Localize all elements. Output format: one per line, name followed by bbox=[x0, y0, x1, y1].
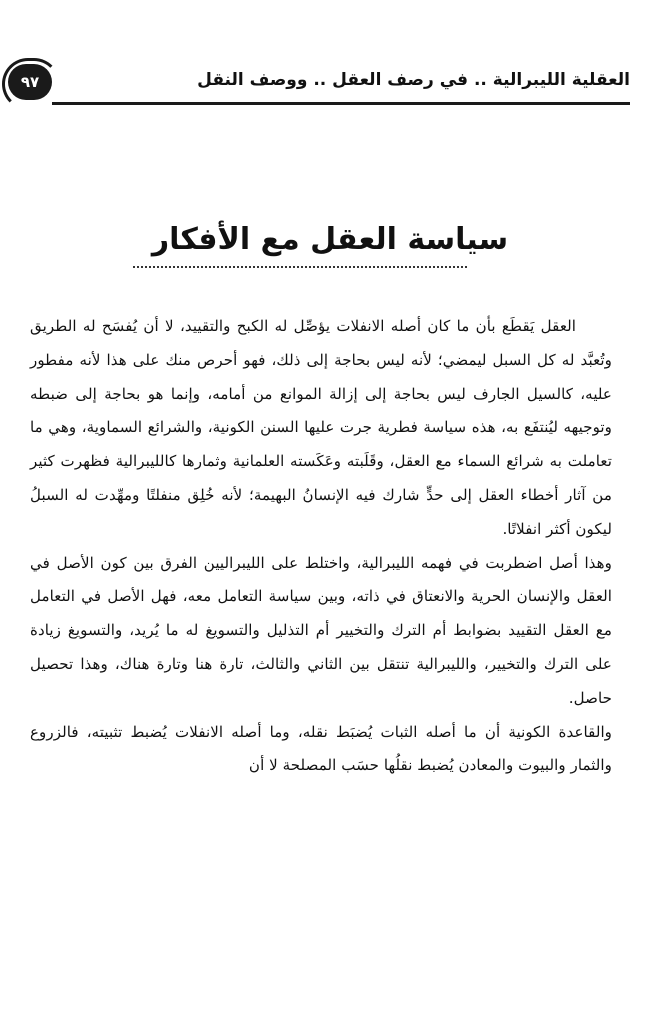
body-text bbox=[30, 310, 612, 783]
paragraph-1: العقل يَقطَع بأن ما كان أصله الانفلات يؤصِّل له الكبح والتقييد، لا أن يُفسَح له الطريق وتُعبَّد له كل السبل ليمضي؛ لأنه ليس بحاجة إلى ذلك، فهو أحرص منك على هذا لأنه مفطور عليه، كالسيل الجارف ليس بحاجة إلى إزالة الموانع من أمامه، وإنما هو بحاجة إلى ضبطه وتوجيهه ليُنتفَع به، هذه سياسة فطرية جرت عليها السنن الكونية، والشرائع السماوية، وهي ما تعاملت به شرائع السماء مع العقل، وقَلَبته وعَكَسته العلمانية وثمارها كالليبرالية فظهرت كثير من آثار أخطاء العقل إلى حدٍّ شارك فيه الإنسانُ البهيمة؛ لأنه خُلِق منفلتًا ومهِّدت له السبلُ ليكون أكثر انفلاتًا. bbox=[30, 317, 612, 538]
title-dotted-underline bbox=[133, 266, 467, 268]
running-title: العقلية الليبرالية .. في رصف العقل .. ووصف النقل bbox=[197, 70, 630, 90]
page-number-badge bbox=[8, 64, 52, 100]
paragraph-3: والقاعدة الكونية أن ما أصله الثبات يُضبَط نقله، وما أصله الانفلات يُضبط تثبيته، فالزروع والثمار والبيوت والمعادن يُضبط نقلُها حسَب المصلحة لا أن bbox=[30, 722, 612, 775]
page-header bbox=[8, 60, 630, 110]
chapter-title: سياسة العقل مع الأفكار bbox=[151, 222, 509, 257]
paragraph-2: وهذا أصل اضطربت في فهمه الليبرالية، واختلط على الليبراليين الفرق بين كون الأصل في العقل والإنسان الحرية والانعتاق في ذاته، وبين سياسة التعامل معه، فهل الأصل في التعامل مع العقل التقييد بضوابط أم الترك والتخيير أم التذليل والتسويغ له ما يُريد، والتسويغ زيادة على الترك والتخيير، والليبرالية تنتقل بين الثاني والثالث، تارة هنا وتارة هناك، وهذا تحصيل حاصل. bbox=[30, 553, 612, 707]
page-number: ٩٧ bbox=[20, 73, 40, 91]
header-rule bbox=[52, 102, 630, 105]
